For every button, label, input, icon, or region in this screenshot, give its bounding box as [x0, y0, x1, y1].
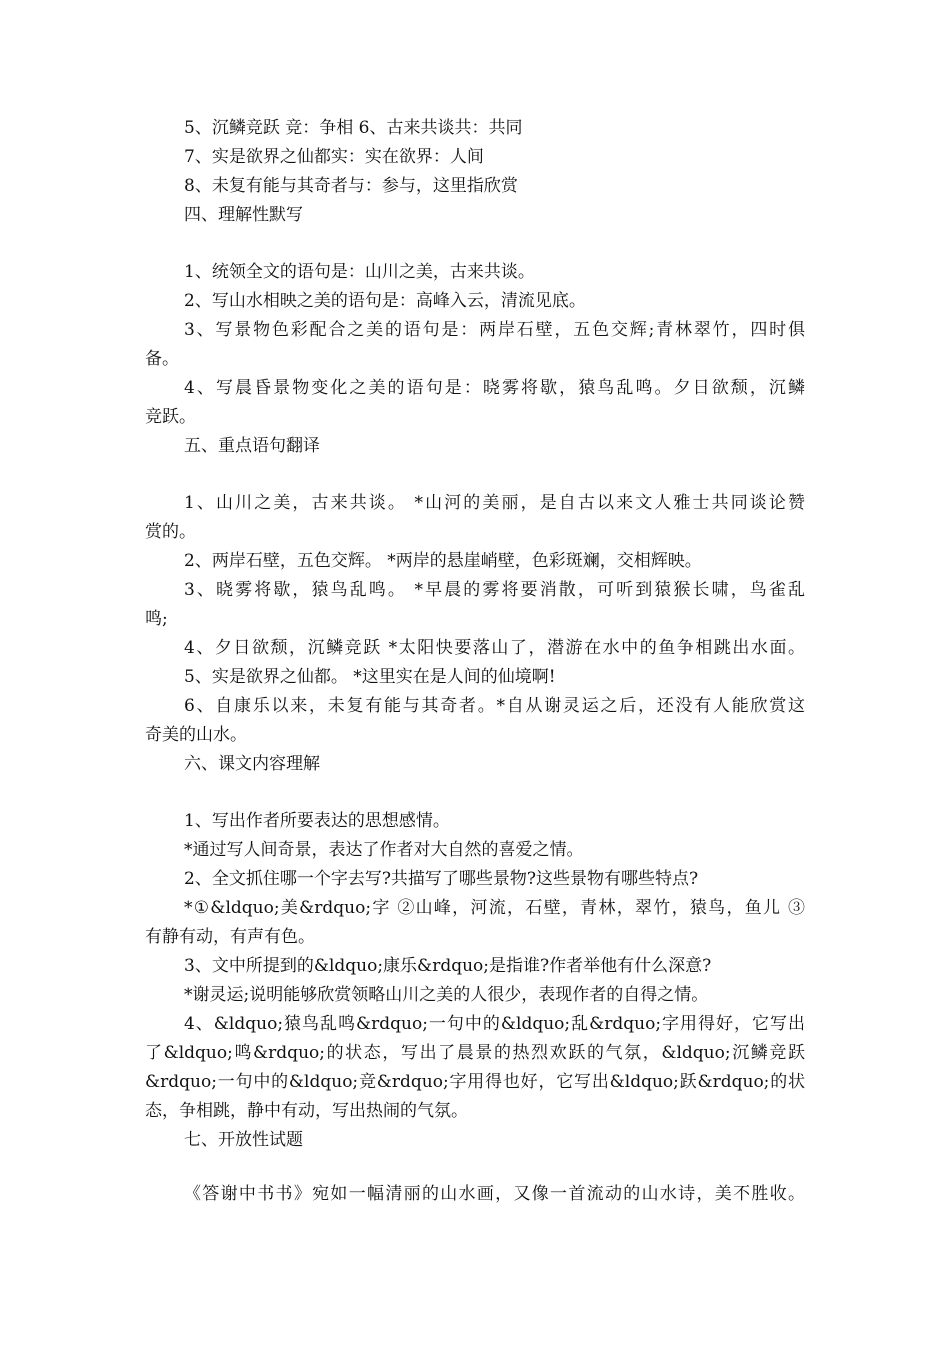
text-line: 4、夕日欲颓，沉鳞竞跃 *太阳快要落山了，潜游在水中的鱼争相跳出水面。 — [184, 638, 805, 658]
text-line: 8、未复有能与其奇者与：参与，这里指欣赏 — [184, 176, 518, 196]
text-line: 了&ldquo;鸣&rdquo;的状态，写出了晨景的热烈欢跃的气氛，&ldquo;沉鳞竞跃 — [145, 1043, 805, 1063]
text-line: 鸣; — [145, 609, 168, 629]
text-line: 2、写山水相映之美的语句是：高峰入云，清流见底。 — [184, 291, 586, 311]
section-heading: 七、开放性试题 — [184, 1130, 303, 1150]
text-line: 1、写出作者所要表达的思想感情。 — [184, 811, 450, 831]
text-line: 1、山川之美，古来共谈。 *山河的美丽，是自古以来文人雅士共同谈论赞 — [184, 493, 805, 513]
text-line: 3、文中所提到的&ldquo;康乐&rdquo;是指谁?作者举他有什么深意? — [184, 956, 712, 976]
text-line: 7、实是欲界之仙都实：实在欲界：人间 — [184, 147, 484, 167]
text-line: *①&ldquo;美&rdquo;字 ②山峰，河流，石壁，青林，翠竹，猿鸟，鱼儿 ③ — [184, 898, 805, 918]
text-line: 奇美的山水。 — [145, 725, 247, 745]
text-line: 2、两岸石壁，五色交辉。 *两岸的悬崖峭壁，色彩斑斓，交相辉映。 — [184, 551, 702, 571]
text-line: 《答谢中书书》宛如一幅清丽的山水画，又像一首流动的山水诗，美不胜收。 — [184, 1184, 805, 1204]
text-line: 3、写景物色彩配合之美的语句是：两岸石壁，五色交辉;青林翠竹，四时俱 — [184, 320, 805, 340]
text-line: 备。 — [145, 349, 179, 369]
section-heading: 六、课文内容理解 — [184, 754, 320, 774]
text-line: 3、晓雾将歇，猿鸟乱鸣。 *早晨的雾将要消散，可听到猿猴长啸，鸟雀乱 — [184, 580, 805, 600]
text-line: 4、写晨昏景物变化之美的语句是：晓雾将歇，猿鸟乱鸣。夕日欲颓，沉鳞 — [184, 378, 805, 398]
text-line: &rdquo;一句中的&ldquo;竞&rdquo;字用得也好，它写出&ldquo;跃&rdquo;的状 — [145, 1072, 805, 1092]
text-line: 有静有动，有声有色。 — [145, 927, 315, 947]
text-line: 5、沉鳞竞跃 竞：争相 6、古来共谈共：共同 — [184, 118, 523, 138]
text-line: 6、自康乐以来，未复有能与其奇者。*自从谢灵运之后，还没有人能欣赏这 — [184, 696, 805, 716]
text-line: 赏的。 — [145, 522, 196, 542]
text-line: 2、全文抓住哪一个字去写?共描写了哪些景物?这些景物有哪些特点? — [184, 869, 699, 889]
text-line: *通过写人间奇景，表达了作者对大自然的喜爱之情。 — [184, 840, 584, 860]
text-line: 4、&ldquo;猿鸟乱鸣&rdquo;一句中的&ldquo;乱&rdquo;字用得好，它写出 — [184, 1014, 805, 1034]
text-line: *谢灵运;说明能够欣赏领略山川之美的人很少，表现作者的自得之情。 — [184, 985, 709, 1005]
text-line: 1、统领全文的语句是：山川之美，古来共谈。 — [184, 262, 535, 282]
section-heading: 四、理解性默写 — [184, 205, 303, 225]
text-line: 5、实是欲界之仙都。 *这里实在是人间的仙境啊! — [184, 667, 556, 687]
section-heading: 五、重点语句翻译 — [184, 436, 320, 456]
text-line: 竞跃。 — [145, 407, 196, 427]
text-line: 态，争相跳，静中有动，写出热闹的气氛。 — [145, 1101, 468, 1121]
